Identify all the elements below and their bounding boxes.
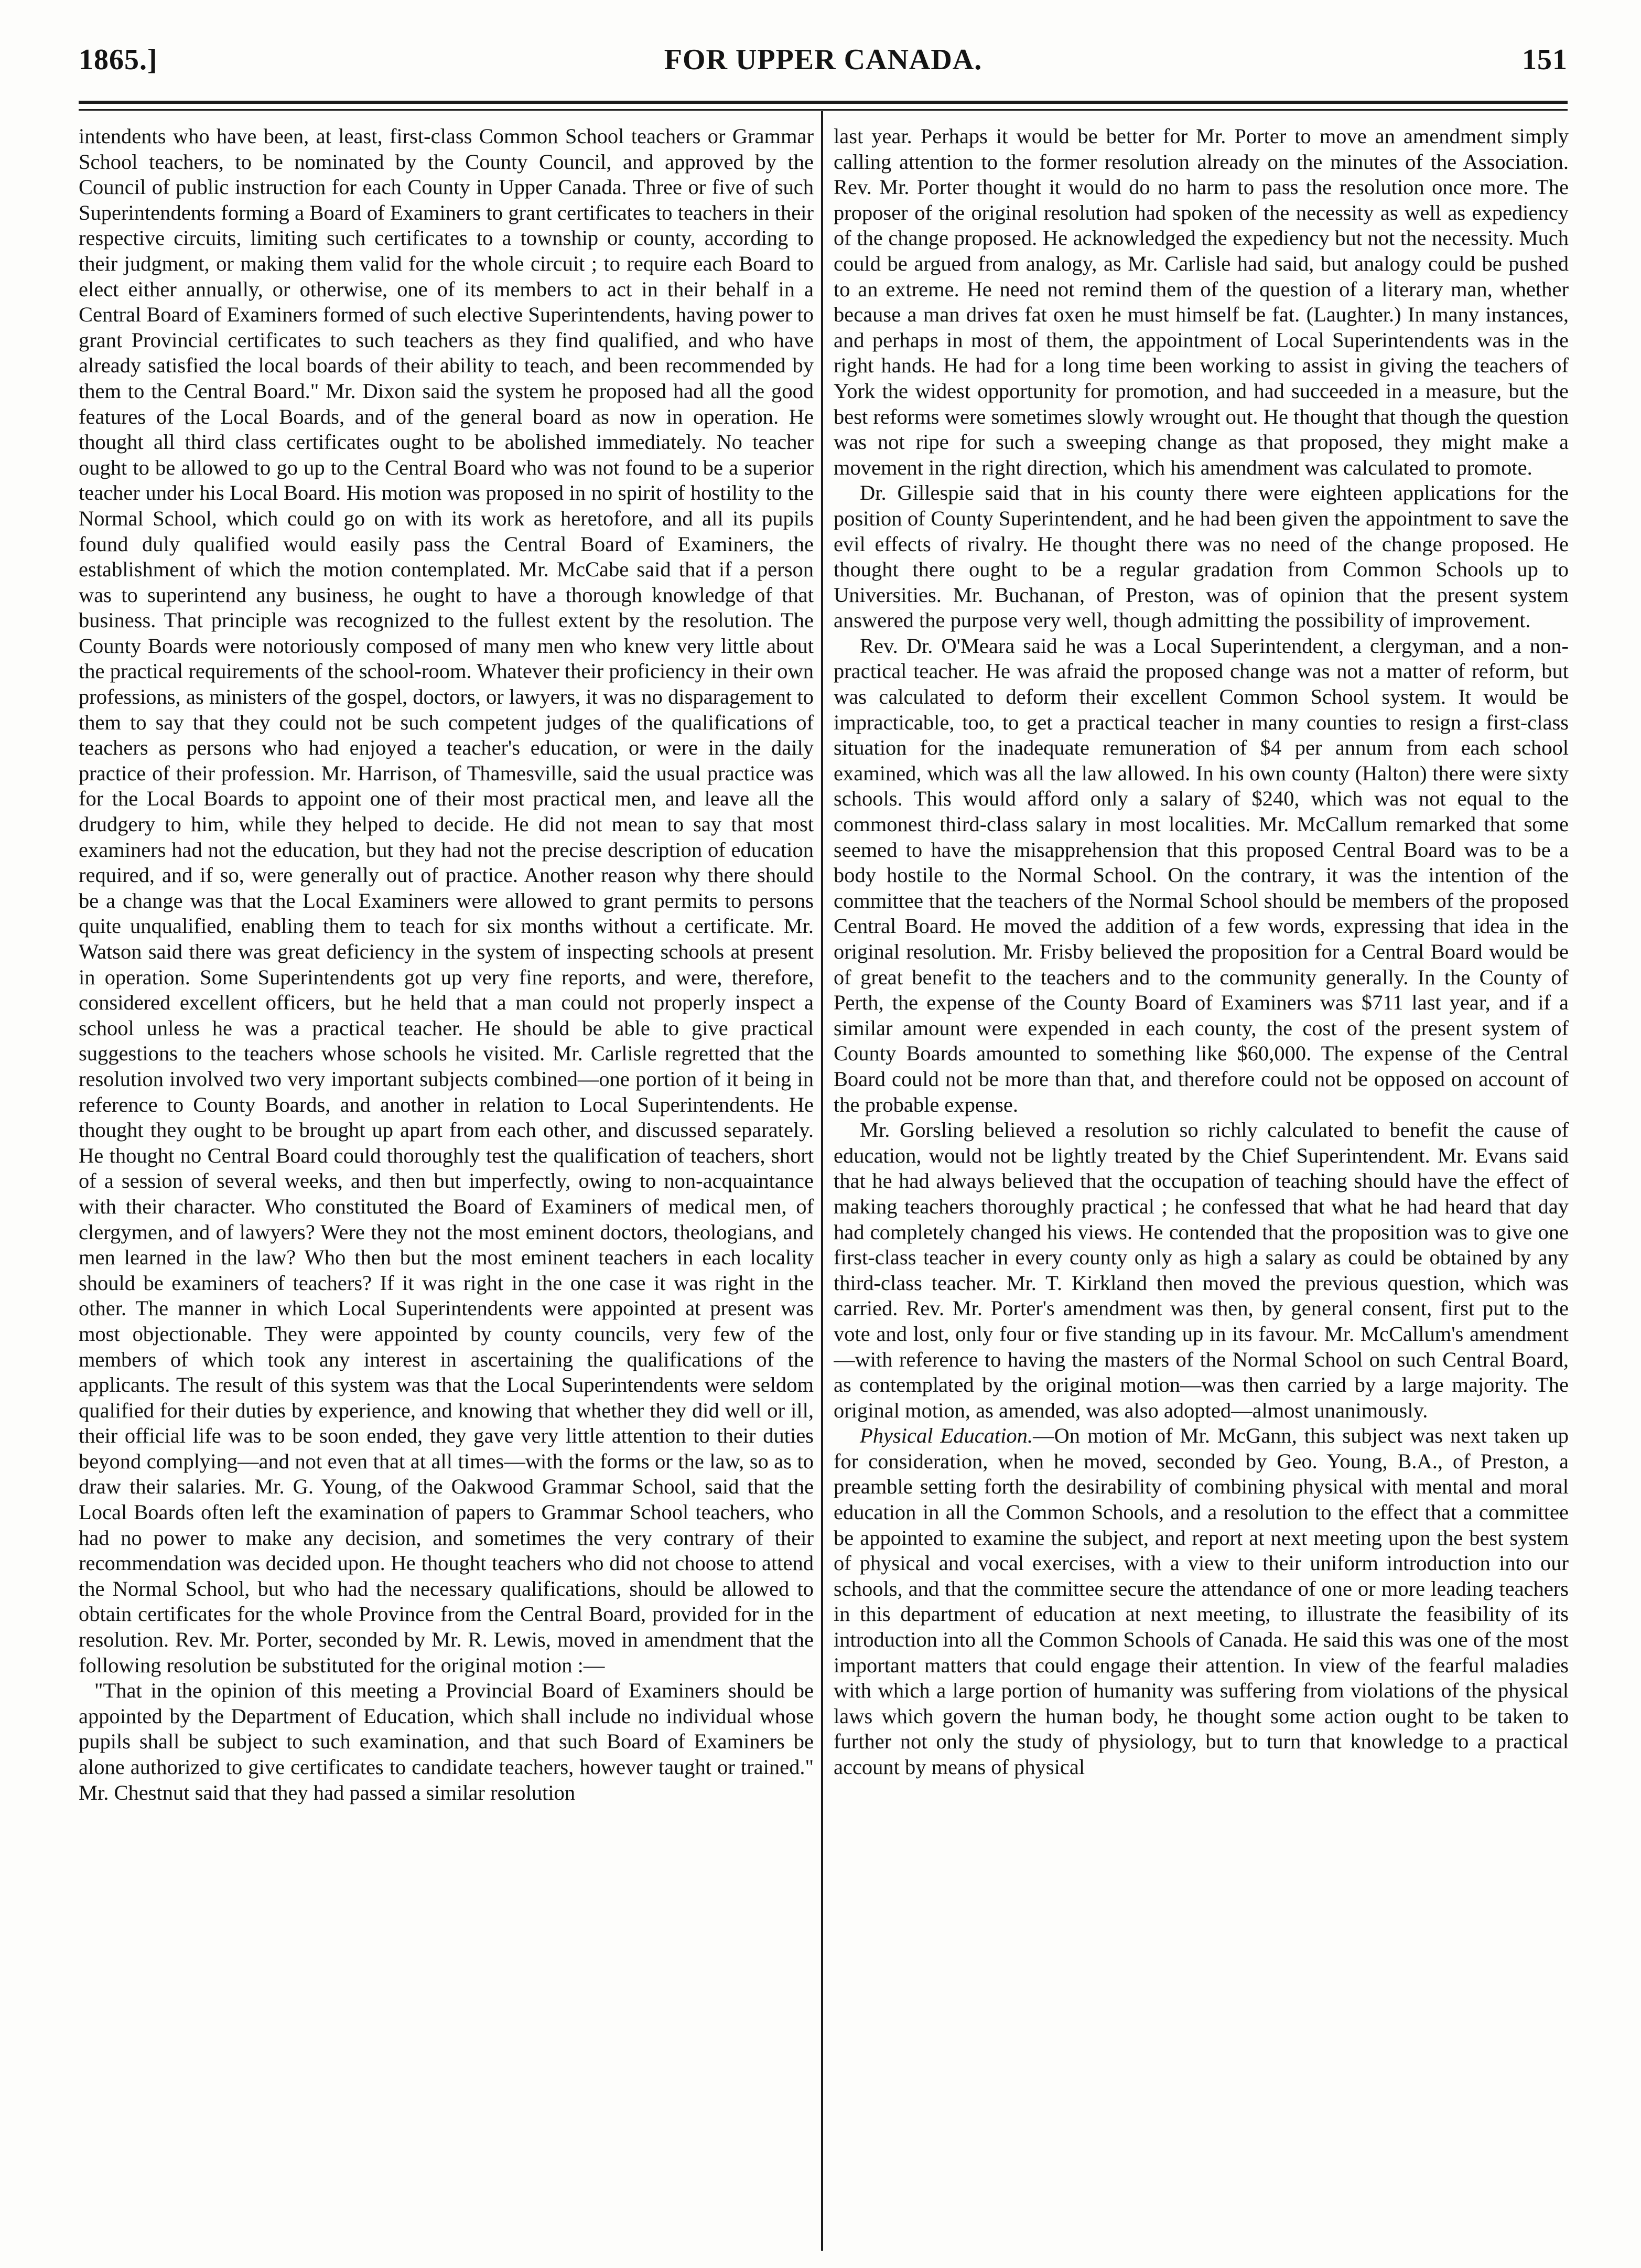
right-paragraph-4: Mr. Gorsling believed a resolution so richly calculated to benefit the cause of education, would not be lightly treated by the Chief Superintendent. Mr. Evans said that he had always believed that the occupation of teaching should have the effect of making teachers thoroughly practical ; he confessed that what he had heard that day had completely changed his views. He contended that the proposition was to give one first-class teacher in every county only as high a salary as could be obtained by any third-class teacher. Mr. T. Kirkland then moved the previous question, which was carried. Rev. Mr. Porter's amendment was then, by general consent, first put to the vote and lost, only four or five standing up in its favour. Mr. McCallum's amendment—with reference to having the masters of the Normal School on such Central Board, as contemplated by the original motion—was then carried by a large majority. The original motion, as amended, was also adopted—almost unanimously.: [834, 1118, 1569, 1422]
section-heading-physical-education: Physical Education.: [860, 1424, 1033, 1448]
left-paragraph-1: intendents who have been, at least, first-class Common School teachers or Grammar School teachers, to be nominated by the County Council, and approved by the Council of public instruction for each County in Upper Canada. Three or five of such Superintendents forming a Board of Examiners to grant certificates to teachers in their respective circuits, limiting such certificates to a township or county, according to their judgment, or making them valid for the whole circuit ; to require each Board to elect either annually, or otherwise, one of its members to act in their behalf in a Central Board of Examiners formed of such elective Superintendents, having power to grant Provincial certificates to such teachers as they find qualified, and who have already satisfied the local boards of their ability to teach, and been recommended by them to the Central Board." Mr. Dixon said the system he proposed had all the good features of the Local Boards, and of the general board as now in operation. He thought all third class certificates ought to be abolished immediately. No teacher ought to be allowed to go up to the Central Board who was not found to be a superior teacher under his Local Board. His motion was proposed in no spirit of hostility to the Normal School, which could go on with its work as heretofore, and all its pupils found duly qualified would easily pass the Central Board of Examiners, the establishment of which the motion contemplated. Mr. McCabe said that if a person was to superintend any business, he ought to have a thorough knowledge of that business. That principle was recognized to the fullest extent by the resolution. The County Boards were notoriously composed of many men who knew very little about the practical requirements of the school-room. Whatever their proficiency in their own professions, as ministers of the gospel, doctors, or lawyers, it was no disparagement to them to say that they could not be such competent judges of the qualifications of teachers as persons who had enjoyed a teacher's education, or were in the daily practice of their profession. Mr. Harrison, of Thamesville, said the usual practice was for the Local Boards to appoint one of their most practical men, and leave all the drudgery to him, while they helped to decide. He did not mean to say that most examiners had not the education, but they had not the precise description of education required, and if so, were generally out of practice. Another reason why there should be a change was that the Local Examiners were allowed to grant permits to persons quite unqualified, enabling them to teach for six months without a certificate. Mr. Watson said there was great deficiency in the system of inspecting schools at present in operation. Some Superintendents got up very fine reports, and were, therefore, considered excellent officers, but he held that a man could not properly inspect a school unless he was a practical teacher. He should be able to give practical suggestions to the teachers whose schools he visited. Mr. Carlisle regretted that the resolution involved two very important subjects combined—one portion of it being in reference to County Boards, and another in relation to Local Superintendents. He thought they ought to be brought up apart from each other, and discussed separately. He thought no Central Board could thoroughly test the qualification of teachers, short of a session of several weeks, and then but imperfectly, owing to non-acquaintance with their character. Who constituted the Board of Examiners of medical men, of clergymen, and of lawyers? Were they not the most eminent doctors, theologians, and men learned in the law? Who then but the most eminent teachers in each locality should be examiners of teachers? If it was right in the one case it was right in the other. The manner in which Local Superintendents were appointed at present was most objectionable. They were appointed by county councils, very few of the members of which took any interest in ascertaining the qualifications of the applicants. The result of this system was that the Local Superintendents were seldom qualified for their duties by experience, and knowing that whether they did well or ill, their official life was to be soon ended, they gave very little attention to their duties beyond complying—and not even that at all times—with the forms or the law, so as to draw their salaries. Mr. G. Young, of the Oakwood Grammar School, said that the Local Boards often left the examination of papers to Grammar School teachers, who had no power to make any decision, and sometimes the very contrary of their recommendation was decided upon. He thought teachers who did not choose to attend the Normal School, but who had the necessary qualifications, should be allowed to obtain certificates for the whole Province from the Central Board, provided for in the resolution. Rev. Mr. Porter, seconded by Mr. R. Lewis, moved in amendment that the following resolution be substituted for the original motion :—: [79, 124, 814, 1677]
left-column: [79, 124, 814, 2253]
page-header: [79, 43, 1568, 95]
header-rule-thick: [79, 101, 1568, 104]
header-title: FOR UPPER CANADA.: [664, 44, 983, 76]
left-quote-paragraph: "That in the opinion of this meeting a Provincial Board of Examiners should be appointed by the Department of Education, which shall include no individual whose pupils shall be subject to such examination, and that such Board of Examiners be alone authorized to give certificates to candidate teachers, however taught or trained." Mr. Chestnut said that they had passed a similar resolution: [79, 1679, 814, 1804]
header-year: 1865.]: [79, 44, 158, 76]
header-rule-thin: [79, 109, 1568, 111]
right-paragraph-1: last year. Perhaps it would be better for Mr. Porter to move an amendment simply calling attention to the former resolution already on the minutes of the Association. Rev. Mr. Porter thought it would do no harm to pass the resolution once more. The proposer of the original resolution had spoken of the necessity as well as expediency of the change proposed. He acknowledged the expediency but not the necessity. Much could be argued from analogy, as Mr. Carlisle had said, but analogy could be pushed to an extreme. He need not remind them of the question of a literary man, whether because a man drives fat oxen he must himself be fat. (Laughter.) In many instances, and perhaps in most of them, the appointment of Local Superintendents was in the right hands. He had for a long time been working to assist in giving the teachers of York the widest opportunity for promotion, and had succeeded in a measure, but the best reforms were sometimes slowly wrought out. He thought that though the question was not ripe for such a sweeping change as that proposed, they might make a movement in the right direction, which his amendment was calculated to promote.: [834, 124, 1569, 479]
right-paragraph-3: Rev. Dr. O'Meara said he was a Local Superintendent, a clergyman, and a non-practical teacher. He was afraid the proposed change was not a matter of reform, but was calculated to deform their excellent Common School system. It would be impracticable, too, to get a practical teacher in many counties to resign a first-class situation for the inadequate remuneration of $4 per annum from each school examined, which was all the law allowed. In his own county (Halton) there were sixty schools. This would afford only a salary of $240, which was not equal to the commonest third-class salary in most localities. Mr. McCallum remarked that some seemed to have the misapprehension that this proposed Central Board was to be a body hostile to the Normal School. On the contrary, it was the intention of the committee that the teachers of the Normal School should be members of the proposed Central Board. He moved the addition of a few words, expressing that idea in the original resolution. Mr. Frisby believed the proposition for a Central Board would be of great benefit to the teachers and to the community generally. In the County of Perth, the expense of the County Board of Examiners was $711 last year, and if a similar amount were expended in each county, the cost of the present system of County Boards amounted to something like $60,000. The expense of the Central Board could not be more than that, and therefore could not be opposed on account of the probable expense.: [834, 633, 1569, 1116]
physical-education-body: —On motion of Mr. McGann, this subject was next taken up for consideration, when he moved, seconded by Geo. Young, B.A., of Preston, a preamble setting forth the desirability of combining physical with mental and moral education in all the Common Schools, and a resolution to the effect that a committee be appointed to examine the subject, and report at next meeting upon the best system of physical and vocal exercises, with a view to their uniform introduction into our schools, and that the committee secure the attendance of one or more leading teachers in this department of education at next meeting, to illustrate the feasibility of its introduction into all the Common Schools of Canada. He said this was one of the most important matters that could engage their attention. In view of the fearful maladies with which a large portion of humanity was suffering from violations of the physical laws which govern the human body, he thought some action ought to be taken to further not only the study of physiology, but to turn that knowledge to a practical account by means of physical: [834, 1424, 1569, 1779]
right-column: [834, 124, 1569, 2253]
right-paragraph-5: [834, 1423, 1569, 1780]
right-paragraph-2: Dr. Gillespie said that in his county there were eighteen applications for the position of County Superintendent, and he had been given the appointment to save the evil effects of rivalry. He thought there was no need of the change proposed. He thought there ought to be a regular gradation from Common Schools up to Universities. Mr. Buchanan, of Preston, was of opinion that the present system answered the purpose very well, though admitting the possibility of improvement.: [834, 481, 1569, 632]
column-divider: [821, 111, 823, 2251]
page-number: 151: [1522, 44, 1568, 76]
